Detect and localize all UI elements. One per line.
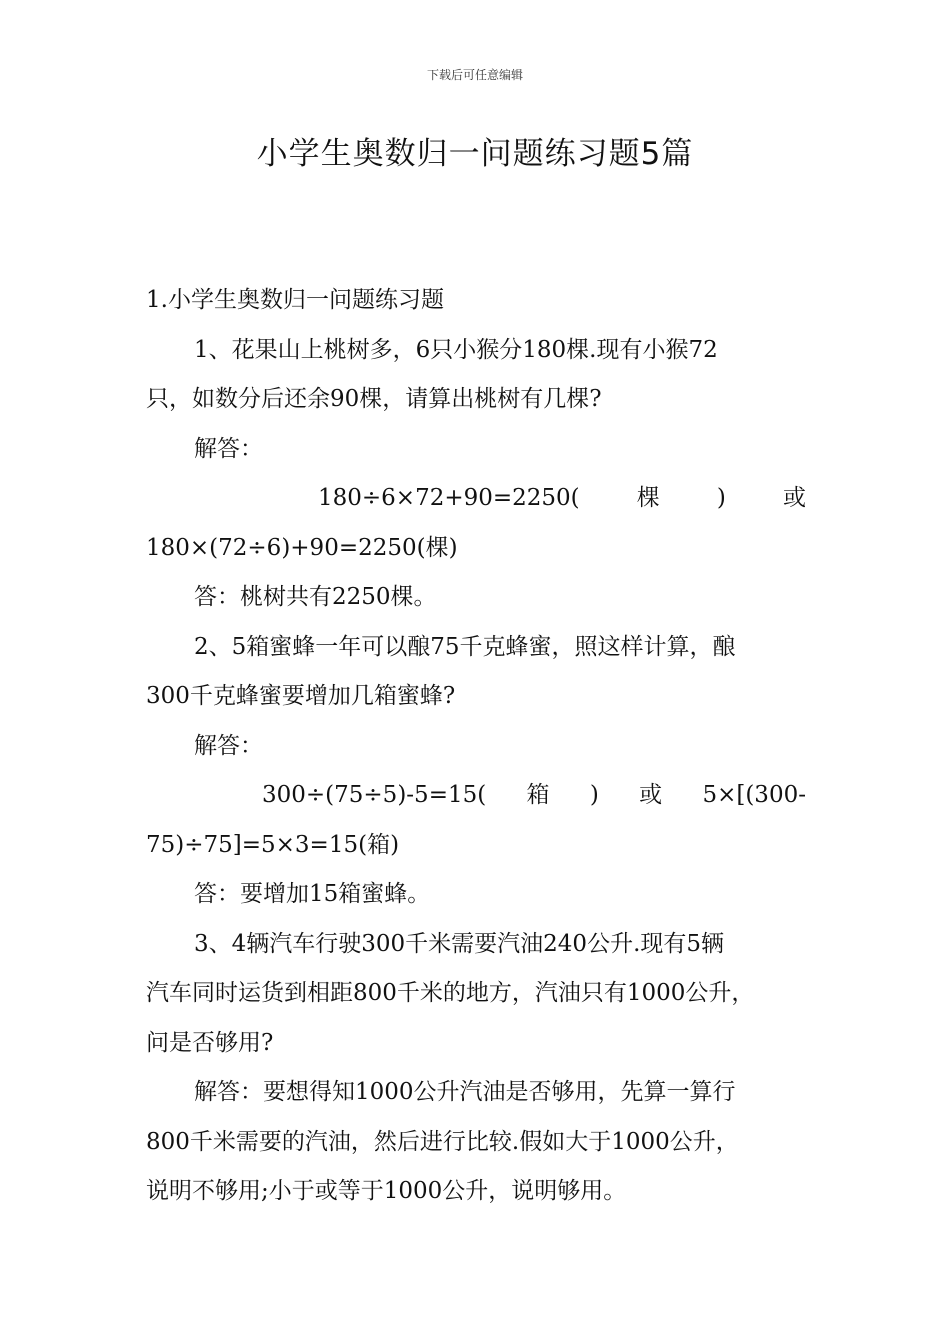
- q1-formula-part: 180÷6×72+90=2250(: [318, 485, 580, 511]
- q2-formula-part: 或: [639, 782, 663, 808]
- q1-formula-part: 或: [782, 485, 806, 511]
- header-note: 下载后可任意编辑: [426, 68, 523, 82]
- q3-solution-line1: 解答：要想得知1000公升汽油是否够用，先算一算行: [194, 1079, 736, 1105]
- q1-text-line1: 1、花果山上桃树多，6只小猴分180棵.现有小猴72: [194, 336, 718, 363]
- q2-formula-line1: [146, 771, 806, 821]
- q2-formula-line2: 75)÷75]=5×3=15(箱): [146, 831, 400, 858]
- q1-formula-line2: 180×(72÷6)+90=2250(棵): [146, 534, 458, 561]
- q3-text-line1: 3、4辆汽车行驶300千米需要汽油240公升.现有5辆: [194, 930, 725, 957]
- q2-answer: 答：要增加15箱蜜蜂。: [194, 881, 431, 907]
- q2-solution-label: 解答：: [194, 732, 263, 759]
- q2-formula-part: ): [589, 782, 599, 808]
- document-body: [146, 276, 806, 1217]
- q1-formula-part: 棵: [636, 485, 660, 511]
- q2-formula-part: 箱: [526, 782, 550, 808]
- q1-formula-part: ): [716, 485, 726, 511]
- q2-formula-part: 5×[(300-: [702, 782, 806, 808]
- q2-text-line1: 2、5箱蜜蜂一年可以酿75千克蜂蜜，照这样计算，酿: [194, 633, 736, 660]
- q3-text-line3: 问是否够用?: [146, 1029, 274, 1056]
- q3-solution-line3: 说明不够用;小于或等于1000公升，说明够用。: [146, 1178, 627, 1204]
- q2-text-line2: 300千克蜂蜜要增加几箱蜜蜂?: [146, 683, 456, 709]
- q3-solution-line2: 800千米需要的汽油，然后进行比较.假如大于1000公升，: [146, 1128, 739, 1155]
- q1-solution-label: 解答：: [194, 435, 263, 462]
- document-title: 小学生奥数归一问题练习题5篇: [256, 136, 694, 172]
- q1-answer: 答：桃树共有2250棵。: [194, 584, 437, 610]
- section-heading: 1.小学生奥数归一问题练习题: [146, 287, 444, 313]
- q1-text-line2: 只，如数分后还余90棵，请算出桃树有几棵?: [146, 386, 602, 412]
- q2-formula-part: 300÷(75÷5)-5=15(: [262, 782, 487, 808]
- q1-formula-line1: [146, 474, 806, 524]
- q3-text-line2: 汽车同时运货到相距800千米的地方，汽油只有1000公升，: [146, 980, 755, 1006]
